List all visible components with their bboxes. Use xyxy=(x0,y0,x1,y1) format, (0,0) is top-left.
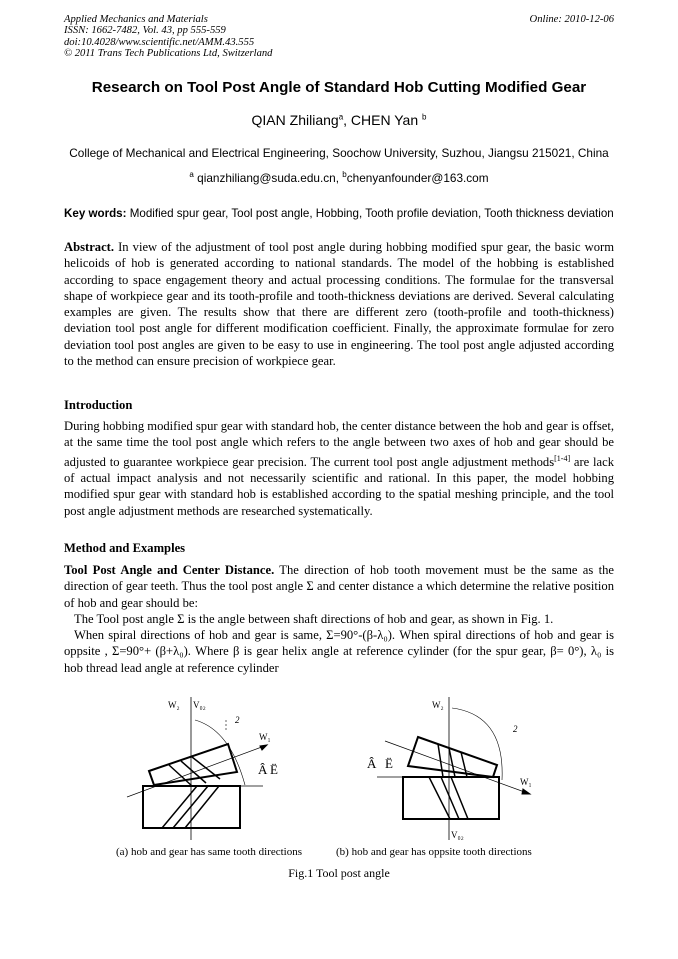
method-subheading: Tool Post Angle and Center Distance. xyxy=(64,563,275,577)
email-a[interactable]: qianzhiliang@suda.edu.cn, xyxy=(193,170,343,185)
issn: ISSN: 1662-7482, Vol. 43, pp 555-559 xyxy=(64,25,226,37)
hob-body xyxy=(408,737,497,777)
caption-b: (b) hob and gear has oppsite tooth directions xyxy=(336,846,532,858)
method-p2: The Tool post angle Σ is the angle between shaft directions of hob and gear, as shown in Fig. 1. xyxy=(74,611,554,626)
label-w1: W₁ xyxy=(520,777,532,787)
label-w2: W₂ xyxy=(168,700,180,710)
author-sep: , xyxy=(343,112,351,128)
gear-body xyxy=(403,777,499,819)
abstract-label: Abstract. xyxy=(64,240,115,254)
author-2: CHEN Yan xyxy=(350,112,422,128)
label-angle: Â xyxy=(258,762,268,777)
hob-axis xyxy=(385,741,530,794)
panel-a xyxy=(127,697,278,840)
label-w2: W₂ xyxy=(432,700,444,710)
hob-body xyxy=(149,744,237,785)
method-p1-text: The direction of hob tooth movement must be the same as the direction of gear teeth. Thus the tool post angle Σ and center distance a which determine the relative position of hob and gear should be: xyxy=(64,563,614,610)
intro-text-2: are lack of actual impact analysis and not necessarily scientific and rational. In this paper, the model hobbing modified spur gear with standard hob is established according to the spatial meshing principle, and the tool post angle adjustment methods are researched systematically. xyxy=(64,454,614,518)
introduction-heading: Introduction xyxy=(64,398,133,412)
caption-a: (a) hob and gear has same tooth directions xyxy=(116,846,303,858)
label-e: Ë xyxy=(385,756,393,771)
label-sigma: 2 xyxy=(513,724,518,734)
label-v02: V₀₂ xyxy=(193,700,206,710)
journal-name: Applied Mechanics and Materials xyxy=(64,14,208,25)
citation: [1-4] xyxy=(554,453,571,463)
author-1: QIAN Zhiliang xyxy=(251,112,339,128)
panel-b xyxy=(367,697,532,840)
online-date: Online: 2010-12-06 xyxy=(529,14,614,25)
paper-title: Research on Tool Post Angle of Standard Hob Cutting Modified Gear xyxy=(91,79,587,96)
method-heading: Method and Examples xyxy=(64,541,186,555)
copyright: © 2011 Trans Tech Publications Ltd, Switzerland xyxy=(64,47,273,59)
figure-title: Fig.1 Tool post angle xyxy=(288,866,390,880)
doi: doi:10.4028/www.scientific.net/AMM.43.555 xyxy=(64,36,255,48)
keywords-label: Key words: xyxy=(64,207,127,220)
affiliation: College of Mechanical and Electrical Engineering, Soochow University, Suzhou, Jiangsu 215021, China xyxy=(69,146,609,160)
label-e: Ë xyxy=(270,762,278,777)
author-2-sup: b xyxy=(422,112,427,122)
label-angle: Â xyxy=(367,756,377,771)
method-p3: When spiral directions of hob and gear is same, Σ=90°-(β-λ₀). When spiral directions of hob and gear is oppsite , Σ=90°+ (β+λ₀). Where β is gear helix angle at reference cylinder (for the spur gear, β= 0°), λ₀ is hob thread lead angle at reference cylinder xyxy=(64,628,614,675)
label-v02: V₀₂ xyxy=(451,830,464,840)
email-b[interactable]: chenyanfounder@163.com xyxy=(346,170,489,185)
keywords-text: Modified spur gear, Tool post angle, Hobbing, Tooth profile deviation, Tooth thickness deviation xyxy=(126,207,614,220)
intro-text-1: During hobbing modified spur gear with standard hob, the center distance between the hob and gear is offset, at the same time the tool post angle which refers to the angle between two axes of hob and gear should be adjusted to guarantee workpiece gear precision. The current tool post angle adjustment methods xyxy=(64,419,614,469)
abstract-text: In view of the adjustment of tool post angle during hobbing modified spur gear, the basic worm helicoids of hob is generated according to national standards. The model of the hobbing is established according to space engagement theory and actual processing conditions. The formulae for the transversal shape of workpiece gear and its tooth-profile and tooth-thickness deviations are derived. Several calculating examples are given. The results show that there are different zero (tooth-profile and tooth-thickness) deviation tool post angle for different modification coefficient. Finally, the approximate formulae for zero deviation tool post angles are given to be easy to use in engineering. The tool post angle adjusted according to the method can ensure precision of workpiece gear. xyxy=(64,240,614,369)
label-w1: W₁ xyxy=(259,732,271,742)
email-sup-b: b xyxy=(342,170,347,179)
email-sup-a: a xyxy=(189,170,194,179)
teeth-lines xyxy=(429,744,468,819)
label-sigma: 2 xyxy=(235,715,240,725)
author-1-sup: a xyxy=(338,112,344,122)
arrow-icon xyxy=(260,745,267,750)
arrow-icon xyxy=(522,789,530,794)
